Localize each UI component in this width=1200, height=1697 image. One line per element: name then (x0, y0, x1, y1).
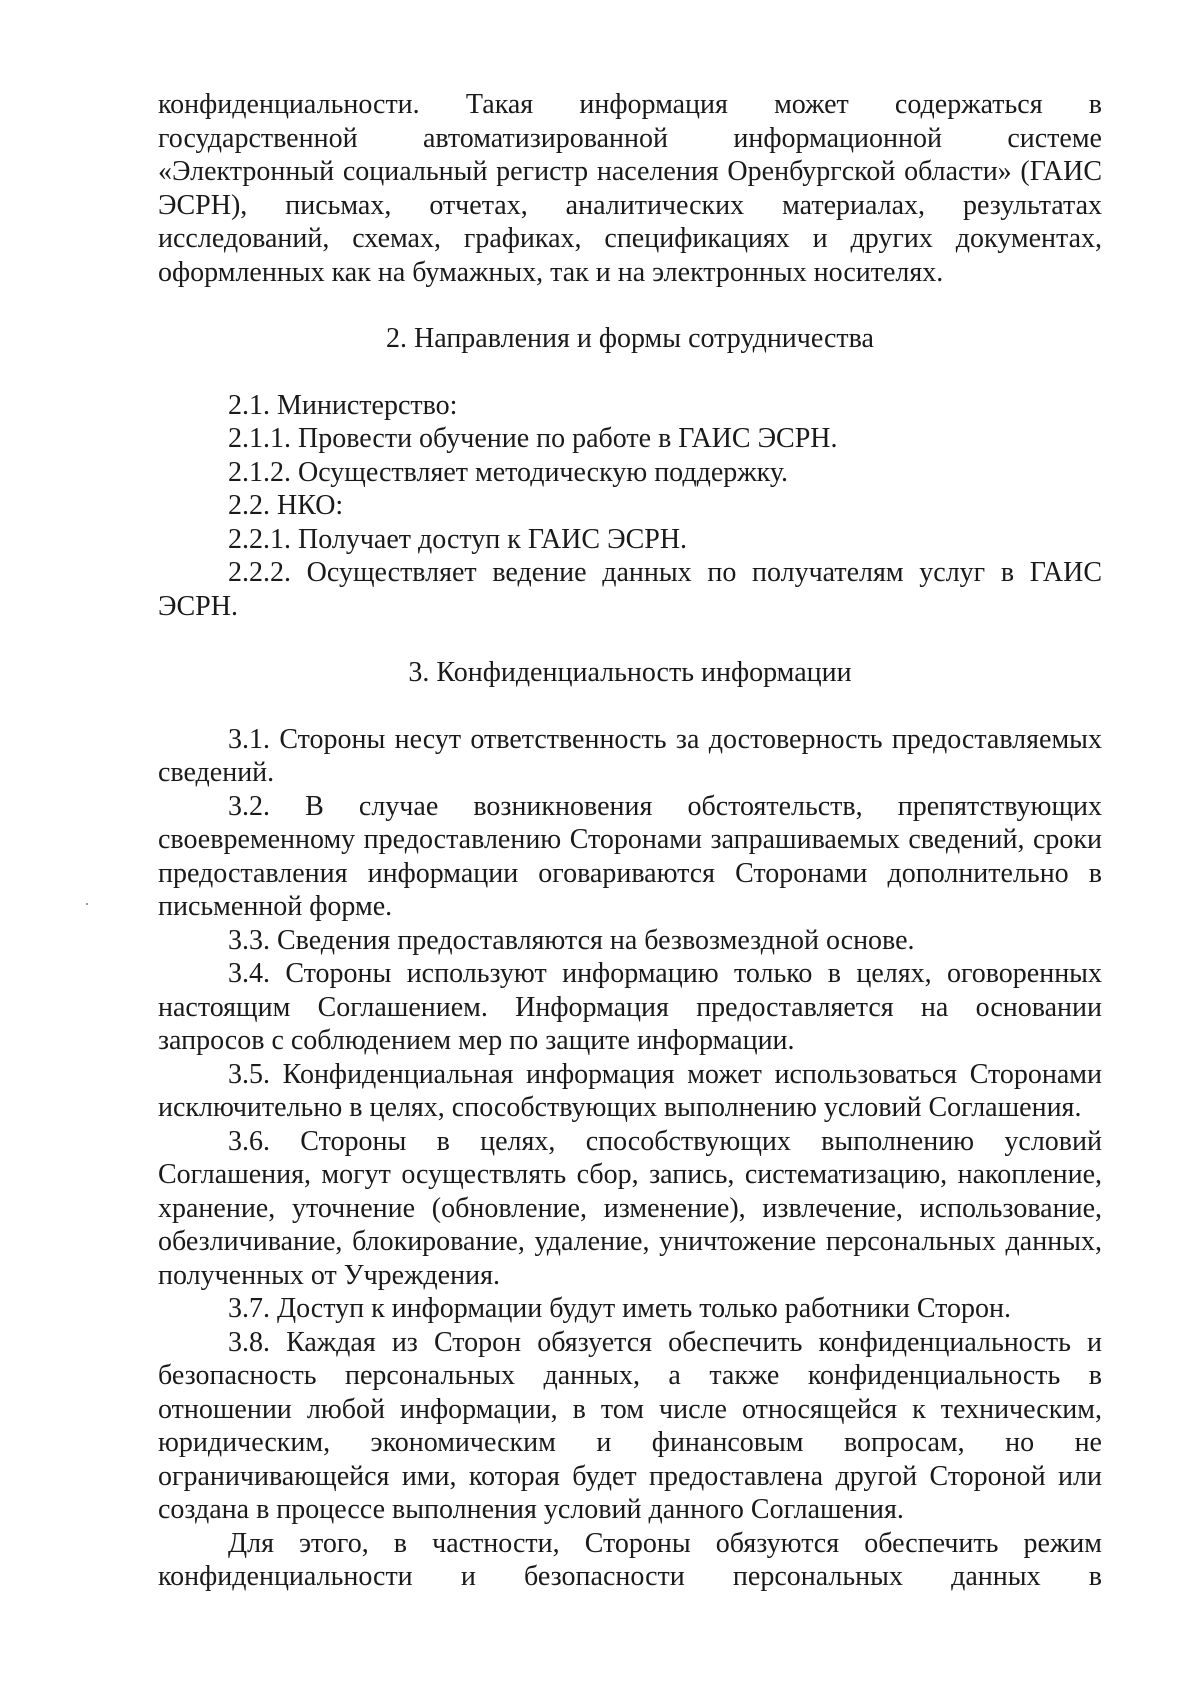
clause-2-1: 2.1. Министерство: (228, 389, 458, 421)
intro-paragraph: конфиденциальности. Такая информация может содержаться в государственной автоматизированной информационной системе «Электронный социальный регистр населения Оренбургской области» (ГАИС ЭСРН), письмах, отчетах, аналитических материалах, результатах исследований, схемах, графиках, спецификациях и других документах, оформленных как на бумажных, так и на электронных носителях. (158, 89, 1102, 288)
section-2-heading: 2. Направления и формы сотрудничества (386, 323, 874, 354)
clause-3-3: 3.3. Сведения предоставляются на безвозмездной основе. (228, 924, 915, 956)
clause-3-7: 3.7. Доступ к информации будут иметь только работники Сторон. (228, 1293, 1011, 1324)
clause-3-2: 3.2. В случае возникновения обстоятельств, препятствующих своевременному предоставлению Сторонами запрашиваемых сведений, сроки предоставления информации оговариваются Сторонами дополнительно в письменной форме. (158, 790, 1102, 922)
clause-3-4: 3.4. Стороны используют информацию только в целях, оговоренных настоящим Соглашением. Информация предоставляется на основании запросов с соблюдением мер по защите информации. (158, 958, 1102, 1056)
clause-2-1-1: 2.1.1. Провести обучение по работе в ГАИС ЭСРН. (228, 423, 838, 454)
clause-3-5: 3.5. Конфиденциальная информация может использоваться Сторонами исключительно в целях, способствующих выполнению условий Соглашения. (158, 1058, 1102, 1123)
clause-2-2: 2.2. НКО: (228, 490, 344, 521)
clause-2-2-1: 2.2.1. Получает доступ к ГАИС ЭСРН. (228, 523, 688, 555)
clause-3-1: 3.1. Стороны несут ответственность за достоверность предоставляемых сведений. (158, 723, 1102, 788)
clause-2-2-2: 2.2.2. Осуществляет ведение данных по получателям услуг в ГАИС ЭСРН. (158, 557, 1102, 622)
clause-3-6: 3.6. Стороны в целях, способствующих выполнению условий Соглашения, могут осуществлять сбор, запись, систематизацию, накопление, хранение, уточнение (обновление, изменение), извлечение, использование, обезличивание, блокирование, удаление, уничтожение персональных данных, полученных от Учреждения. (158, 1125, 1102, 1291)
document-body (158, 88, 1102, 1594)
section-3-heading: 3. Конфиденциальность информации (408, 657, 852, 688)
scan-speck (86, 903, 88, 905)
clause-3-8: 3.8. Каждая из Сторон обязуется обеспечить конфиденциальность и безопасность персональных данных, а также конфиденциальность в отношении любой информации, в том числе относящейся к техническим, юридическим, экономическим и финансовым вопросам, но не ограничивающейся ими, которая будет предоставлена другой Стороной или создана в процессе выполнения условий данного Соглашения. (158, 1326, 1102, 1525)
clause-2-1-2: 2.1.2. Осуществляет методическую поддержку. (228, 456, 789, 488)
continuation-paragraph: Для этого, в частности, Стороны обязуются обеспечить режим конфиденциальности и безопасности персональных данных в (158, 1527, 1102, 1592)
